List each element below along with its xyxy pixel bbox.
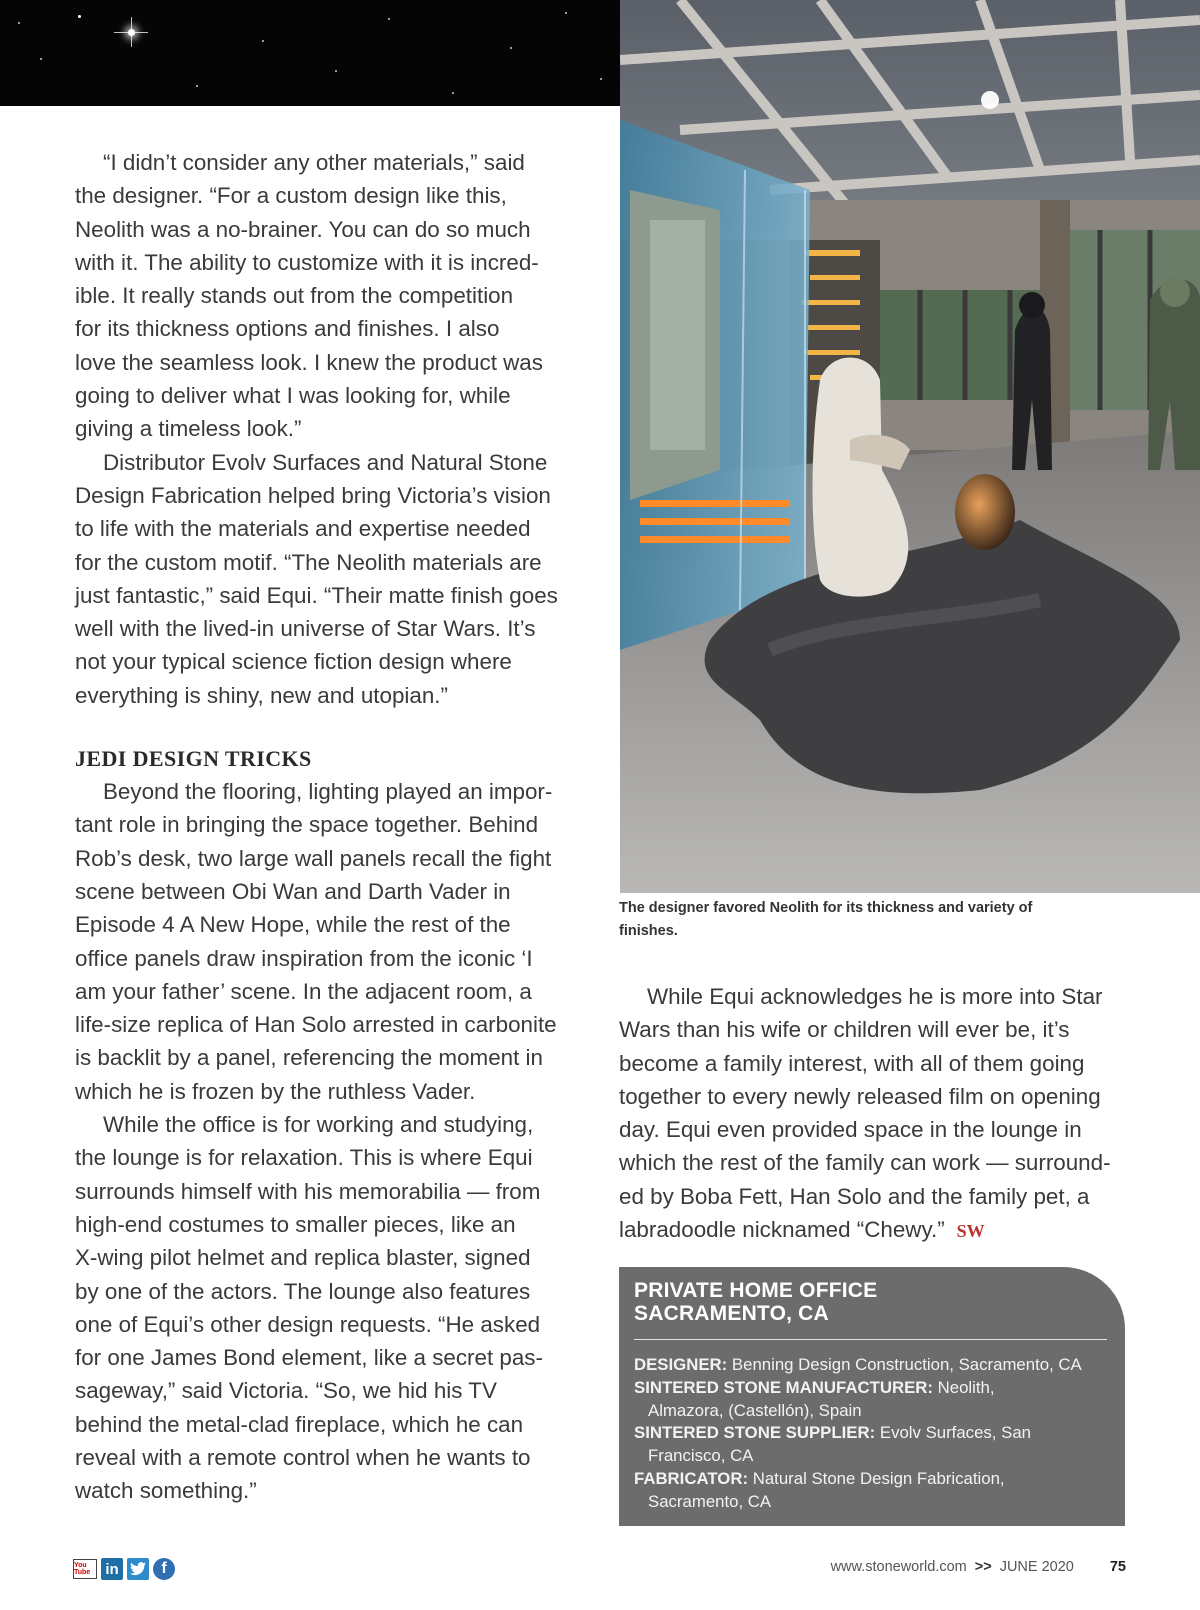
text-line: love the seamless look. I knew the product was	[75, 349, 543, 375]
info-value-cont: Sacramento, CA	[648, 1491, 772, 1511]
text-line: the designer. “For a custom design like this,	[75, 183, 507, 209]
text-line: watch something.”	[75, 1478, 257, 1504]
text-line: sageway,” said Victoria. “So, we hid his TV	[75, 1378, 497, 1404]
text-line: for its thickness options and finishes. I also	[75, 316, 500, 342]
paragraph-family	[619, 980, 1124, 1248]
text-line: Design Fabrication helped bring Victoria’s vision	[75, 482, 551, 508]
right-column	[619, 980, 1124, 1248]
text-line: just fantastic,” said Equi. “Their matte finish goes	[75, 582, 558, 608]
text-line: ible. It really stands out from the competition	[75, 283, 514, 309]
text-line: tant role in bringing the space together. Behind	[75, 812, 539, 838]
text-line: for one James Bond element, like a secret pas-	[75, 1345, 543, 1371]
text-line: Neolith was a no-brainer. You can do so much	[75, 216, 531, 242]
page-number: 75	[1109, 1559, 1126, 1575]
text-line: ed by Boba Fett, Han Solo and the family pet, a	[619, 1183, 1090, 1209]
footer-separator: >>	[974, 1559, 992, 1575]
text-line: “I didn’t consider any other materials,” said	[103, 150, 525, 175]
paragraph-lounge	[75, 1108, 580, 1508]
interior-photo	[620, 0, 1200, 893]
text-line	[619, 1213, 1124, 1248]
section-heading: JEDI DESIGN TRICKS	[75, 746, 312, 772]
paragraph-lighting	[75, 775, 580, 1108]
text-line: day. Equi even provided space in the lounge in	[619, 1117, 1082, 1143]
paragraph-quote	[75, 146, 580, 446]
info-value-cont: Francisco, CA	[648, 1446, 754, 1466]
text-line: Distributor Evolv Surfaces and Natural Stone	[103, 449, 548, 475]
info-label: DESIGNER:	[634, 1355, 728, 1374]
text-line: While Equi acknowledges he is more into Star	[647, 984, 1103, 1009]
text-line: Rob’s desk, two large wall panels recall the fight	[75, 845, 552, 871]
sw-end-mark: SW	[956, 1221, 985, 1242]
paragraph-distributor	[75, 446, 580, 712]
youtube-icon-label: You Tube	[74, 1562, 91, 1576]
text-line: which he is frozen by the ruthless Vader.	[75, 1078, 476, 1104]
text-line: which the rest of the family can work — surround-	[619, 1150, 1111, 1176]
text-line: Beyond the flooring, lighting played an impor-	[103, 779, 553, 805]
youtube-icon[interactable]	[73, 1559, 97, 1579]
info-label: SINTERED STONE MANUFACTURER:	[634, 1377, 933, 1397]
text-line: become a family interest, with all of them going	[619, 1050, 1085, 1076]
text-line: While the office is for working and studying,	[103, 1112, 534, 1138]
social-icons	[73, 1557, 175, 1581]
text-line: the lounge is for relaxation. This is where Equi	[75, 1145, 533, 1171]
info-entry-fabricator	[634, 1468, 1107, 1514]
text-line: giving a timeless look.”	[75, 416, 302, 442]
issue-date: JUNE 2020	[999, 1559, 1074, 1575]
info-title-line: PRIVATE HOME OFFICE	[634, 1279, 878, 1302]
twitter-icon[interactable]	[127, 1558, 149, 1580]
text-line: office panels draw inspiration from the iconic ‘I	[75, 945, 533, 971]
text-line: by one of the actors. The lounge also features	[75, 1278, 531, 1304]
text-line: life-size replica of Han Solo arrested in carbonite	[75, 1012, 557, 1038]
project-info-box	[619, 1267, 1125, 1526]
starfield-banner	[0, 0, 620, 106]
photo-caption: The designer favored Neolith for its thickness and variety of finishes.	[619, 900, 1033, 939]
text-line: everything is shiny, new and utopian.”	[75, 682, 448, 708]
text-line: behind the metal-clad fireplace, which he can	[75, 1411, 524, 1437]
text-line: surrounds himself with his memorabilia — from	[75, 1178, 541, 1204]
text-line: for the custom motif. “The Neolith materials are	[75, 549, 542, 575]
info-divider	[634, 1339, 1107, 1340]
info-entry-manufacturer	[634, 1377, 1107, 1423]
text-line: high-end costumes to smaller pieces, like an	[75, 1211, 516, 1237]
text-line: is backlit by a panel, referencing the moment in	[75, 1045, 543, 1071]
text-line: scene between Obi Wan and Darth Vader in	[75, 878, 511, 904]
footer-info	[831, 1559, 1126, 1575]
info-label: FABRICATOR:	[634, 1468, 749, 1488]
text-line: am your father’ scene. In the adjacent room, a	[75, 978, 532, 1004]
text-line: well with the lived-in universe of Star Wars. It’s	[75, 616, 536, 642]
info-title-line: SACRAMENTO, CA	[634, 1302, 829, 1325]
info-value: Benning Design Construction, Sacramento, CA	[731, 1355, 1082, 1374]
text-line: reveal with a remote control when he wants to	[75, 1444, 531, 1470]
info-entry-supplier	[634, 1422, 1107, 1468]
info-value: Natural Stone Design Fabrication,	[752, 1468, 1005, 1488]
left-column	[75, 146, 580, 1508]
text-line: going to deliver what I was looking for, while	[75, 383, 511, 409]
linkedin-icon[interactable]: in	[101, 1558, 123, 1580]
text-line: Wars than his wife or children will ever be, it’s	[619, 1017, 1070, 1043]
info-value: Evolv Surfaces, San	[879, 1423, 1031, 1443]
text-line: to life with the materials and expertise needed	[75, 516, 531, 542]
text-line: X-wing pilot helmet and replica blaster, signed	[75, 1245, 531, 1271]
text-line: Episode 4 A New Hope, while the rest of the	[75, 912, 511, 938]
text-line: one of Equi’s other design requests. “He asked	[75, 1311, 541, 1337]
website-link[interactable]: www.stoneworld.com	[830, 1559, 967, 1575]
info-box-title	[634, 1279, 1107, 1325]
text-line: together to every newly released film on opening	[619, 1083, 1101, 1109]
info-entry-designer	[634, 1354, 1107, 1377]
info-value-cont: Almazora, (Castellón), Spain	[648, 1400, 862, 1420]
text-line: with it. The ability to customize with it is incred-	[75, 249, 539, 275]
text-line: not your typical science fiction design where	[75, 649, 512, 675]
info-label: SINTERED STONE SUPPLIER:	[634, 1423, 876, 1443]
info-value: Neolith,	[937, 1377, 995, 1397]
last-line-text: labradoodle nicknamed “Chewy.”	[619, 1217, 945, 1243]
facebook-icon[interactable]: f	[153, 1558, 175, 1580]
